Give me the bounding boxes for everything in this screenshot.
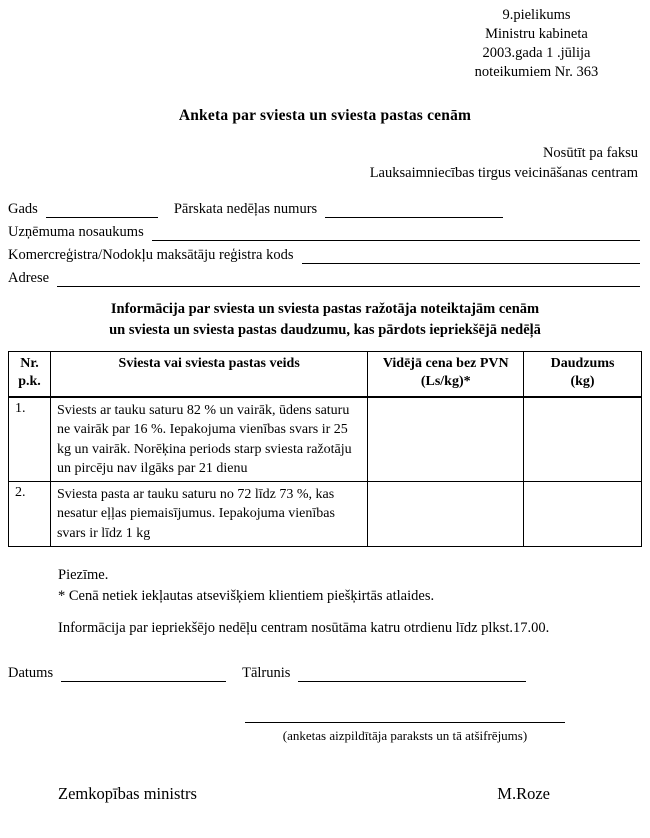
table-row [9,482,642,547]
table-header-row [9,351,642,397]
footnote-text: * Cenā netiek iekļautas atsevišķiem klientiem piešķirtās atlaides. [58,587,435,604]
form-title: Anketa par sviesta un sviesta pastas cenām [178,106,472,124]
table-row [9,397,642,482]
date-fill-line [61,666,226,682]
fax-note-block [0,143,650,183]
cabinet-line: Ministru kabineta [485,26,588,43]
annex-number: 9.pielikums [502,7,571,23]
company-name-row [8,218,642,241]
type-column-header: Sviesta vai sviesta pastas veids [50,351,367,397]
address-fill-line [57,271,640,287]
year-fill-line [46,202,158,218]
minister-title: Zemkopības ministrs [58,784,197,804]
week-number-fill-line [325,202,503,218]
registry-code-row [8,241,642,264]
info-text: Informācija par iepriekšējo nedēļu centram nosūtāma katru otrdienu līdz plkst.17.00. [58,620,550,637]
notes-block [0,565,650,606]
fax-recipient: Lauksaimniecības tirgus veicināšanas centram [369,164,638,181]
section-heading-line2: un sviesta un sviesta pastas daudzumu, kas pārdots iepriekšējā nedēļā [109,321,541,338]
price-column-header: Vidējā cena bez PVN (Ls/kg)* [368,351,524,397]
annex-reference-block [429,0,644,83]
registry-code-fill-line [302,248,641,264]
product-type-cell: Sviests ar tauku saturu 82 % un vairāk, ūdens saturu ne vairāk par 16 %. Iepakojuma vienības svars ir 25 kg un vairāk. Norēķina periods starp sviesta ražotāju un pircēju nav ilgāks par 21 dienu [50,397,367,482]
form-fields [0,195,650,287]
address-row [8,264,642,287]
quantity-column-header: Daudzums (kg) [524,351,642,397]
phone-fill-line [298,666,526,682]
row-number-cell: 2. [9,482,51,547]
regulation-date: 2003.gada 1 .jūlija [482,45,591,62]
signature-caption: (anketas aizpildītāja paraksts un tā atšifrējums) [282,728,528,744]
note-label: Piezīme. [58,567,109,584]
registry-code-label: Komercreģistra/Nodokļu maksātāju reģistra kods [8,246,294,263]
price-cell [368,482,524,547]
product-type-cell: Sviesta pasta ar tauku saturu no 72 līdz 73 %, kas nesatur eļļas piemaisījumus. Iepakojuma vienības svars ir līdz 1 kg [50,482,367,547]
date-phone-row [0,665,650,682]
fax-instruction: Nosūtīt pa faksu [542,144,638,161]
quantity-cell [524,482,642,547]
phone-label: Tālrunis [242,665,291,682]
signature-block [245,708,565,744]
row-number-cell: 1. [9,397,51,482]
address-label: Adrese [8,269,50,286]
footer-row [0,784,650,804]
minister-name: M.Roze [497,784,550,804]
nr-column-header: Nr. p.k. [9,351,51,397]
company-name-fill-line [152,225,640,241]
section-heading-line1: Informācija par sviesta un sviesta pastas ražotāja noteiktajām cenām [110,300,540,317]
year-label: Gads [8,200,38,217]
section-heading [0,299,650,341]
company-name-label: Uzņēmuma nosaukums [8,223,144,240]
price-cell [368,397,524,482]
signature-line [245,708,565,723]
year-week-row [8,195,642,218]
date-label: Datums [8,665,54,682]
price-table [8,351,642,548]
week-number-label: Pārskata nedēļas numurs [173,200,318,217]
quantity-cell [524,397,642,482]
regulation-number: noteikumiem Nr. 363 [474,64,599,81]
